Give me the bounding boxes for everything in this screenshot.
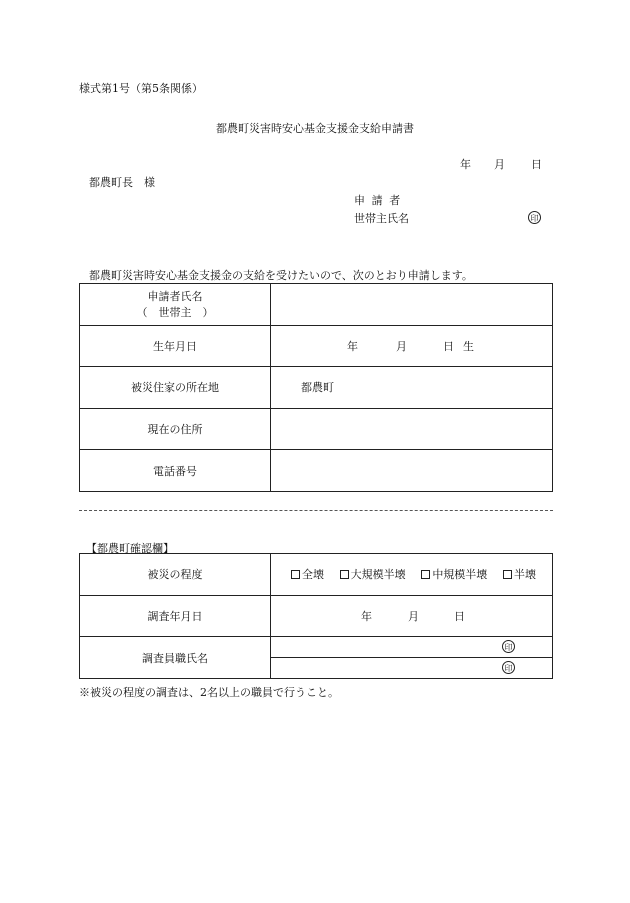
application-date (460, 156, 542, 172)
damage-option-label: 半壊 (513, 568, 536, 582)
table-row (80, 325, 553, 367)
damage-option-medium-half[interactable] (421, 566, 487, 582)
damage-option-label: 大規模半壊 (350, 568, 406, 582)
damage-level-label: 被災の程度 (80, 554, 271, 596)
checkbox[interactable] (421, 570, 430, 579)
footnote: ※被災の程度の調査は、2名以上の職員で行うこと。 (79, 686, 339, 699)
survey-date-label: 調査年月日 (80, 595, 271, 637)
addressee: 都農町長 様 (89, 176, 155, 189)
survey-date-field[interactable] (271, 595, 553, 637)
surveyor-name-field-1[interactable] (271, 637, 553, 658)
damage-option-label: 中規模半壊 (432, 568, 488, 582)
dob-month: 月 (396, 339, 407, 353)
table-row (80, 637, 553, 658)
dob-year: 年 (347, 339, 358, 353)
applicant-name-field[interactable] (271, 284, 553, 326)
phone-field[interactable] (271, 450, 553, 492)
checkbox[interactable] (291, 570, 300, 579)
intro-text: 都農町災害時安心基金支援金の支給を受けたいので、次のとおり申請します。 (89, 269, 473, 282)
applicant-label: 申請者 (354, 194, 407, 207)
survey-year: 年 (361, 609, 372, 623)
phone-label: 電話番号 (80, 450, 271, 492)
document-title: 都農町災害時安心基金支援金支給申請書 (216, 122, 414, 135)
damage-option-half[interactable] (503, 566, 536, 582)
table-row (80, 408, 553, 450)
applicant-name-label-line2: （ 世帯主 ） (136, 306, 214, 320)
confirmation-table (79, 553, 553, 679)
table-row (80, 450, 553, 492)
dob-day: 日 (443, 339, 454, 353)
surveyor-name-field-2[interactable] (271, 658, 553, 679)
surveyor-label: 調査員職氏名 (80, 637, 271, 679)
form-number: 様式第1号（第5条関係） (79, 82, 203, 95)
confirmation-heading: 【都農町確認欄】 (86, 542, 174, 555)
damage-option-large-half[interactable] (340, 566, 406, 582)
survey-month: 月 (408, 609, 419, 623)
damage-option-label: 全壊 (302, 568, 324, 582)
current-address-field[interactable] (271, 408, 553, 450)
damaged-address-label: 被災住家の所在地 (80, 367, 271, 409)
seal-mark: 印 (502, 661, 515, 674)
checkbox[interactable] (503, 570, 512, 579)
dob-label: 生年月日 (80, 325, 271, 367)
dob-field[interactable] (271, 325, 553, 367)
date-day: 日 (531, 158, 542, 171)
applicant-name-label (80, 284, 271, 326)
table-row (80, 595, 553, 637)
table-row (80, 367, 553, 409)
seal-mark: 印 (528, 211, 541, 224)
applicant-name-label-line1: 申請者氏名 (147, 290, 203, 304)
damage-option-total[interactable] (291, 566, 324, 582)
table-row (80, 284, 553, 326)
damaged-address-field[interactable] (271, 367, 553, 409)
damage-level-options (271, 554, 553, 596)
survey-day: 日 (454, 609, 465, 623)
date-year: 年 (460, 158, 471, 171)
dob-suffix: 生 (463, 339, 474, 353)
cut-line-divider (79, 510, 553, 511)
damaged-address-value: 都農町 (301, 381, 334, 395)
checkbox[interactable] (340, 570, 349, 579)
table-row (80, 554, 553, 596)
seal-mark: 印 (502, 640, 515, 653)
household-head-label: 世帯主氏名 (354, 212, 409, 225)
application-table (79, 283, 553, 492)
current-address-label: 現在の住所 (80, 408, 271, 450)
date-month: 月 (494, 158, 505, 171)
